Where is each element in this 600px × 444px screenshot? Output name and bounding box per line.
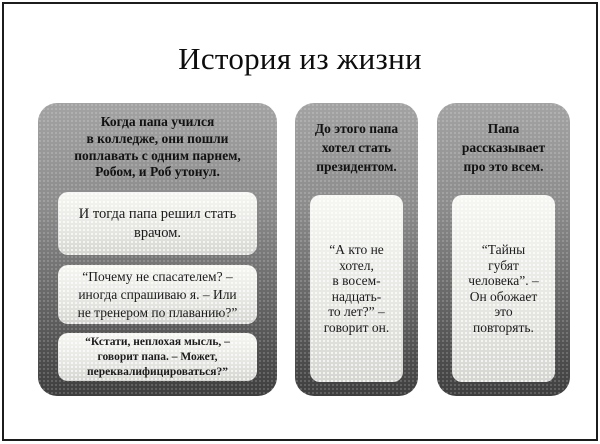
- callout-box-lifeguard-question: [58, 265, 257, 324]
- callout-line: переквалифицироваться?”: [87, 365, 228, 378]
- callout-line: то лет?” –: [328, 304, 385, 319]
- header-line: президентом.: [316, 159, 397, 174]
- story-panel-president: [295, 103, 418, 396]
- header-line: про это всем.: [463, 159, 544, 174]
- header-line: Папа: [487, 121, 520, 136]
- callout-line: это: [494, 304, 513, 319]
- callout-line: говорит папа. – Может,: [97, 350, 218, 363]
- panel-header: [295, 103, 418, 176]
- header-line: Робом, и Роб утонул.: [95, 164, 220, 180]
- callout-line: “А кто не: [329, 242, 384, 257]
- callout-line: “Почему не спасателем? –: [82, 268, 233, 284]
- callout-line: хотел,: [339, 257, 374, 273]
- callout-box-retrain-reply: [58, 333, 257, 381]
- callout-line: человека”. –: [468, 273, 539, 288]
- panel-header: [437, 103, 570, 176]
- header-line: поплавать с одним парнем,: [74, 147, 241, 163]
- callout-line: врачом.: [133, 224, 182, 241]
- callout-line: Он обожает: [469, 288, 538, 304]
- header-line: До этого папа: [314, 121, 399, 136]
- panel-header: [38, 103, 277, 181]
- callout-box-doctor: [58, 192, 257, 255]
- callout-line: повторять.: [473, 319, 534, 335]
- header-line: рассказывает: [461, 140, 546, 155]
- callout-box-secrets-quote: [452, 195, 555, 382]
- callout-line: говорит он.: [323, 319, 390, 335]
- callout-box-eighteen-quote: [310, 195, 403, 382]
- callout-line: в восем-: [332, 273, 381, 288]
- callout-line: надцать-: [331, 288, 382, 304]
- callout-line: “Тайны: [481, 242, 526, 257]
- story-panel-tells-everyone: [437, 103, 570, 396]
- callout-line: “Кстати, неплохая мысль, –: [85, 335, 230, 348]
- callout-line: не тренером по плаванию?”: [77, 304, 238, 320]
- story-panel-college: [38, 103, 277, 396]
- callout-line: губят: [488, 257, 519, 273]
- header-line: в колледже, они пошли: [86, 130, 229, 146]
- slide-title: История из жизни: [178, 41, 422, 76]
- header-line: Когда папа учился: [100, 114, 215, 129]
- callout-line: И тогда папа решил стать: [78, 205, 237, 222]
- callout-line: иногда спрашиваю я. – Или: [78, 286, 237, 302]
- header-line: хотел стать: [321, 140, 392, 155]
